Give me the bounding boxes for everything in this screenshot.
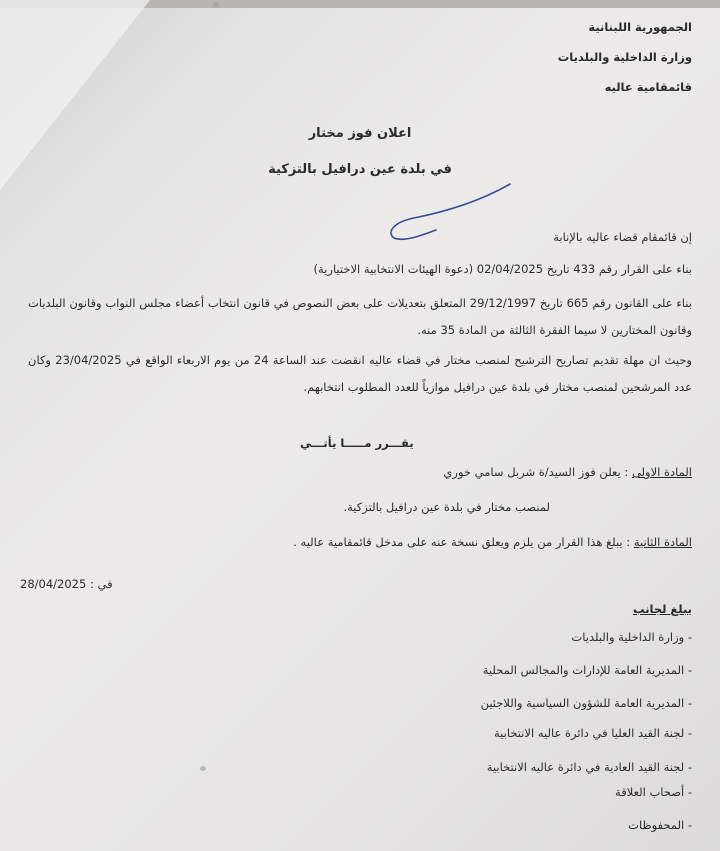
distribution-item: - لجنة القيد العليا في دائرة عاليه الانتخابية	[493, 726, 692, 740]
distribution-title: يبلغ لجانب	[633, 602, 692, 616]
based-on-decision: بناء على القرار رقم 433 تاريخ 02/04/2025 (دعوة الهيئات الانتخابية الاختيارية)	[313, 262, 692, 276]
date-value: 28/04/2025	[20, 577, 87, 591]
article-1-text: : يعلن فوز السيد/ة شربل سامي خوري	[443, 465, 629, 479]
signature-mark	[384, 180, 524, 244]
distribution-item: - المحفوظات	[628, 818, 692, 832]
paper-spot	[200, 766, 206, 771]
title-line1: اعلان فوز مختار	[308, 126, 412, 141]
article-2-text: : يبلغ هذا القرار من يلزم ويعلق نسخة عنه على مدخل قائمقامية عاليه .	[293, 535, 631, 549]
title-line2: في بلدة عين درافيل بالتزكية	[268, 162, 452, 177]
distribution-item: - وزارة الداخلية والبلديات	[571, 630, 692, 644]
article-1	[443, 465, 692, 479]
based-on-law: بناء على القانون رقم 665 تاريخ 29/12/1997 المتعلق بتعديلات على بعض النصوص في قانون انتخاب أعضاء مجلس النواب وقانون البلديات وقانون المختارين لا سيما الفقرة الثالثة من المادة 35 منه.	[28, 296, 692, 337]
intro-line: إن قائمقام قضاء عاليه بالإنابة	[553, 230, 692, 244]
article-1-line2: لمنصب مختار في بلدة عين درافيل بالتزكية.	[343, 500, 550, 514]
distribution-item: - المديرية العامة للإدارات والمجالس المحلية	[482, 663, 692, 677]
header-district: قائمقامية عاليه	[604, 80, 692, 94]
decides-heading: يقـــرر مـــــا يأتـــي	[300, 436, 414, 450]
paper-spot	[213, 2, 219, 7]
date-label: في :	[89, 577, 113, 591]
distribution-item: - المديرية العامة للشؤون السياسية واللاجئين	[480, 696, 692, 710]
article-2-label: المادة الثانية	[633, 535, 692, 549]
article-2	[293, 535, 692, 549]
article-1-label: المادة الاولى	[631, 465, 692, 479]
whereas-paragraph: وحيث ان مهلة تقديم تصاريح الترشيح لمنصب مختار في قضاء عاليه انقضت عند الساعة 24 من يوم الاربعاء الواقع في 23/04/2025 وكان عدد المرشحين لمنصب مختار في بلدة عين درافيل موازياً للعدد المطلوب انتخابهم.	[28, 353, 692, 394]
header-ministry: وزارة الداخلية والبلديات	[557, 50, 692, 64]
header-republic: الجمهورية اللبنانية	[588, 20, 692, 34]
date-line	[20, 577, 113, 591]
distribution-item: - أصحاب العلاقة	[615, 785, 692, 799]
distribution-item: - لجنة القيد العادية في دائرة عاليه الانتخابية	[486, 760, 692, 774]
